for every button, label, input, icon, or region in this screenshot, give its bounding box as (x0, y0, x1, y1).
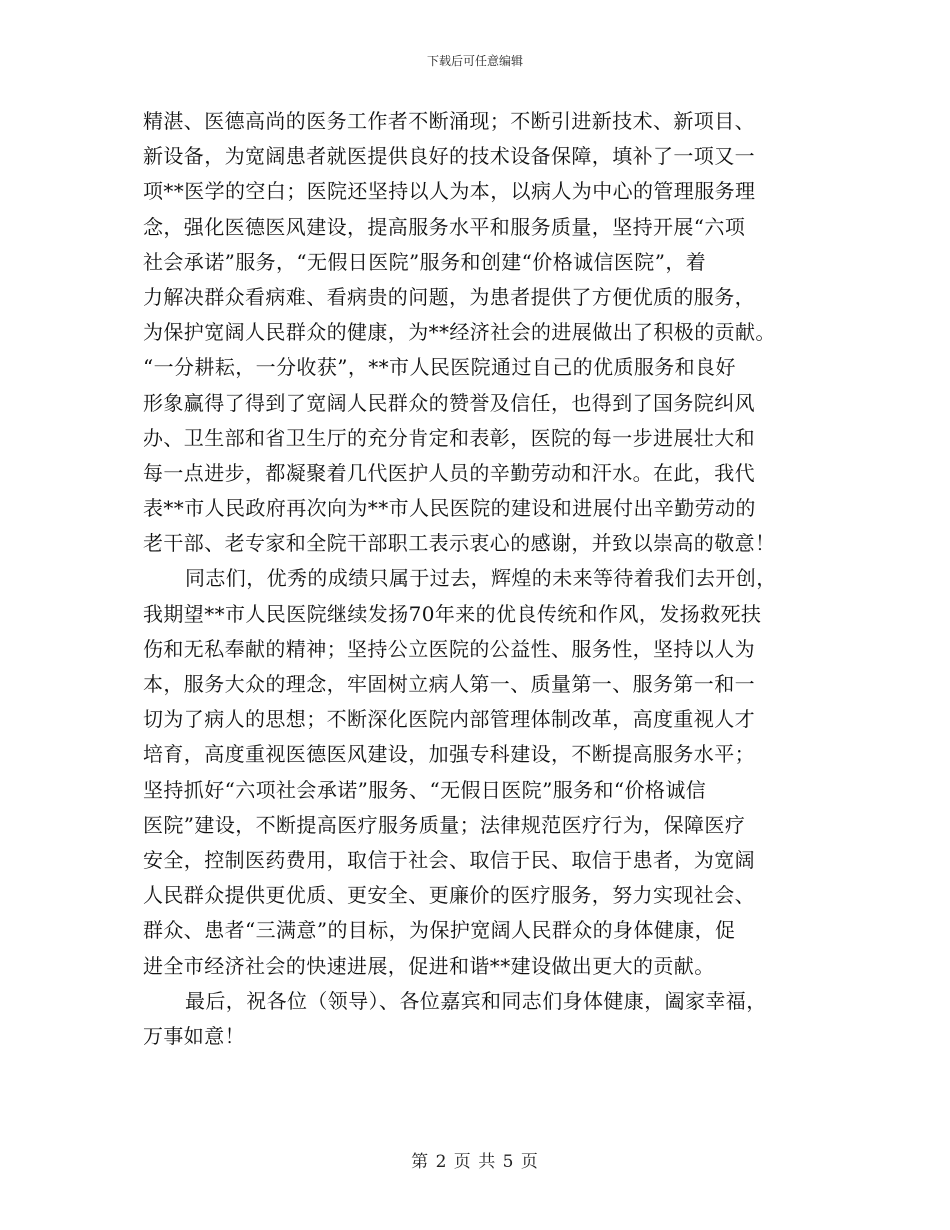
text-line: 为保护宽阔人民群众的健康，为**经济社会的进展做出了积极的贡献。 (143, 320, 776, 345)
text-line: 伤和无私奉献的精神；坚持公立医院的公益性、服务性，坚持以人为 (143, 636, 755, 661)
text-line: 老干部、老专家和全院干部职工表示衷心的感谢，并致以崇高的敬意！ (143, 531, 776, 556)
text-line: 切为了病人的思想；不断深化医院内部管理体制改革，高度重视人才 (143, 707, 755, 732)
text-line: “一分耕耘，一分收获”，**市人民医院通过自己的优质服务和良好 (143, 355, 736, 380)
text-line: 培育，高度重视医德医风建设，加强专科建设，不断提高服务水平； (143, 742, 755, 767)
paragraph-first-line: 同志们，优秀的成绩只属于过去，辉煌的未来等待着我们去开创， (185, 566, 777, 591)
text-line: 每一点进步，都凝聚着几代医护人员的辛勤劳动和汗水。在此，我代 (143, 460, 755, 485)
document-body (143, 104, 823, 1054)
text-line: 进全市经济社会的快速进展，促进和谐**建设做出更大的贡献。 (143, 953, 715, 978)
page-header: 下载后可任意编辑 (426, 54, 523, 68)
text-line: 万事如意！ (143, 1023, 245, 1048)
text-line: 社会承诺”服务，“无假日医院”服务和创建“价格诚信医院”，着 (143, 249, 707, 274)
text-line: 念，强化医德医风建设，提高服务水平和服务质量，坚持开展“六项 (143, 214, 746, 239)
text-line: 形象赢得了得到了宽阔人民群众的赞誉及信任，也得到了国务院纠风 (143, 390, 755, 415)
text-line: 精湛、医德高尚的医务工作者不断涌现；不断引进新技术、新项目、 (143, 109, 755, 133)
page-number: 第 2 页 共 5 页 (411, 1152, 539, 1172)
text-line: 坚持抓好“六项社会承诺”服务、“无假日医院”服务和“价格诚信 (143, 777, 707, 802)
text-line: 我期望**市人民医院继续发扬70年来的优良传统和作风，发扬救死扶 (143, 601, 762, 626)
text-line: 本，服务大众的理念，牢固树立病人第一、质量第一、服务第一和一 (143, 672, 755, 696)
text-line: 力解决群众看病难、看病贵的问题，为患者提供了方便优质的服务， (143, 284, 755, 309)
text-line: 新设备，为宽阔患者就医提供良好的技术设备保障，填补了一项又一 (143, 144, 755, 169)
text-line: 办、卫生部和省卫生厅的充分肯定和表彰，医院的每一步进展壮大和 (143, 425, 755, 450)
text-line: 安全，控制医药费用，取信于社会、取信于民、取信于患者，为宽阔 (143, 847, 755, 872)
text-line: 群众、患者“三满意”的目标，为保护宽阔人民群众的身体健康，促 (143, 918, 736, 943)
text-line: 表**市人民政府再次向为**市人民医院的建设和进展付出辛勤劳动的 (143, 496, 756, 521)
text-line: 项**医学的空白；医院还坚持以人为本，以病人为中心的管理服务理 (143, 179, 756, 204)
text-line: 医院”建设，不断提高医疗服务质量；法律规范医疗行为，保障医疗 (143, 812, 746, 837)
paragraph-first-line: 最后，祝各位（领导）、各位嘉宾和同志们身体健康，阖家幸福， (185, 988, 767, 1013)
text-line: 人民群众提供更优质、更安全、更廉价的医疗服务，努力实现社会、 (143, 883, 755, 908)
